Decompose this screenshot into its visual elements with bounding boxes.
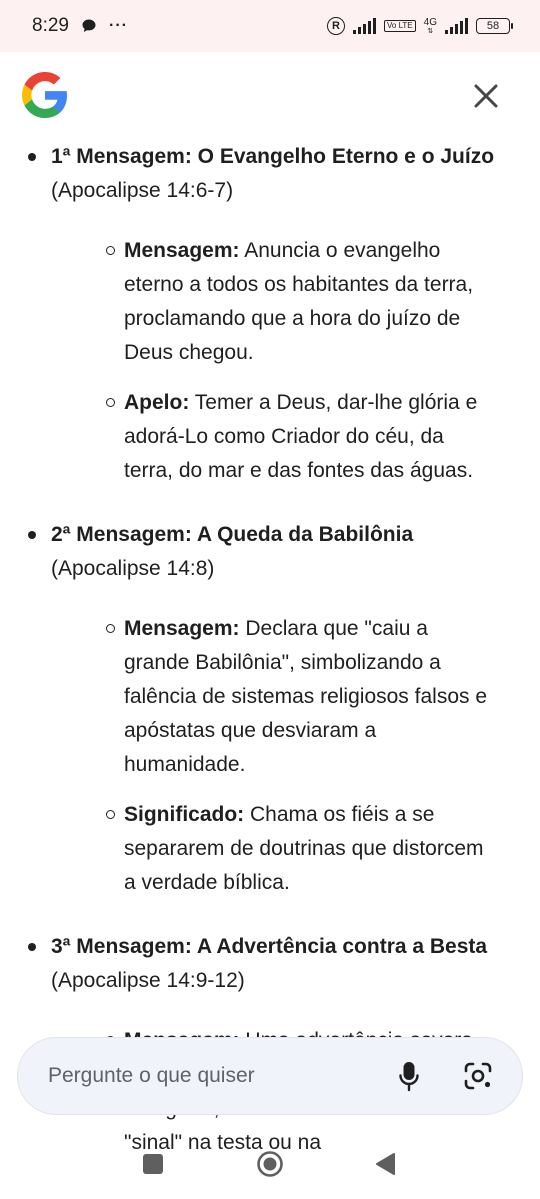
sub-list-item [51, 612, 514, 782]
sub-item-text: Chama os fiéis a se separarem de doutrinas que distorcem a verdade bíblica. [124, 803, 484, 894]
battery-level: 58 [486, 20, 500, 32]
sub-item-label: Apelo: [124, 391, 190, 414]
signal-bars-icon-2 [445, 18, 468, 34]
lens-search-button[interactable] [462, 1060, 494, 1092]
sub-bullet [106, 398, 115, 407]
google-g-icon[interactable] [22, 72, 68, 118]
more-notifications-icon: ··· [108, 17, 128, 34]
status-bar [0, 0, 540, 52]
recents-button[interactable] [143, 1154, 163, 1174]
search-bar [17, 1037, 523, 1115]
sub-bullet [106, 810, 115, 819]
bullet [28, 531, 36, 539]
network-indicator [424, 18, 437, 35]
list-item-title: 3ª Mensagem: A Advertência contra a Besta [51, 935, 488, 958]
sub-list-item [51, 798, 514, 900]
list-item-title: 2ª Mensagem: A Queda da Babilônia [51, 523, 414, 546]
sub-bullet [106, 246, 115, 255]
list-item-text [51, 930, 514, 998]
sub-item-label: Mensagem: [124, 239, 240, 262]
sub-list [51, 234, 514, 488]
voice-search-button[interactable] [394, 1059, 424, 1093]
status-time: 8:29 [32, 15, 69, 36]
list-item-reference: (Apocalipse 14:6-7) [51, 179, 234, 202]
sub-list-item [51, 386, 514, 488]
list-item [0, 518, 540, 900]
navigation-bar [0, 1130, 540, 1199]
list-item-reference: (Apocalipse 14:8) [51, 557, 215, 580]
data-arrows-icon: ⇅ [427, 27, 434, 35]
registered-icon [327, 17, 345, 35]
network-type: 4G [423, 16, 437, 28]
sub-list [51, 612, 514, 900]
back-button[interactable] [374, 1152, 396, 1176]
list-item [0, 140, 540, 488]
chat-bubble-icon [81, 18, 97, 34]
sub-item-text: Anuncia o evangelho eterno a todos os habitantes da terra, proclamando que a hora do juízo de Deus chegou. [124, 239, 474, 364]
bullet [28, 153, 36, 161]
close-button[interactable] [468, 78, 504, 114]
list-item-text [51, 140, 514, 208]
sub-list-item [51, 234, 514, 370]
status-right [327, 17, 510, 35]
list-item-title: 1ª Mensagem: O Evangelho Eterno e o Juízo [51, 145, 495, 168]
volte-badge: Vo LTE [384, 20, 416, 32]
battery-icon [476, 18, 510, 34]
sub-bullet [106, 624, 115, 633]
sub-item-label: Significado: [124, 803, 245, 826]
sub-item-text: Declara que "caiu a grande Babilônia", simbolizando a falência de sistemas religiosos falsos e apóstatas que desviaram a humanidade. [124, 617, 488, 776]
sub-item-text: "sinal" na testa ou na [124, 1131, 322, 1154]
bullet [28, 943, 36, 951]
answer-content [0, 140, 540, 1154]
status-left [32, 15, 128, 37]
sub-item-text: Temer a Deus, dar-lhe glória e adorá-Lo como Criador do céu, da terra, do mar e das fontes das águas. [124, 391, 478, 482]
list-item-text [51, 518, 514, 586]
close-icon [473, 83, 499, 109]
lens-icon [463, 1062, 493, 1090]
home-button[interactable] [256, 1150, 284, 1178]
sub-item-label: Mensagem: [124, 617, 240, 640]
list-item-reference: (Apocalipse 14:9-12) [51, 969, 245, 992]
registered-symbol: R [332, 20, 340, 32]
search-input[interactable] [46, 1063, 394, 1089]
mic-icon [399, 1061, 419, 1091]
signal-bars-icon [353, 18, 376, 34]
